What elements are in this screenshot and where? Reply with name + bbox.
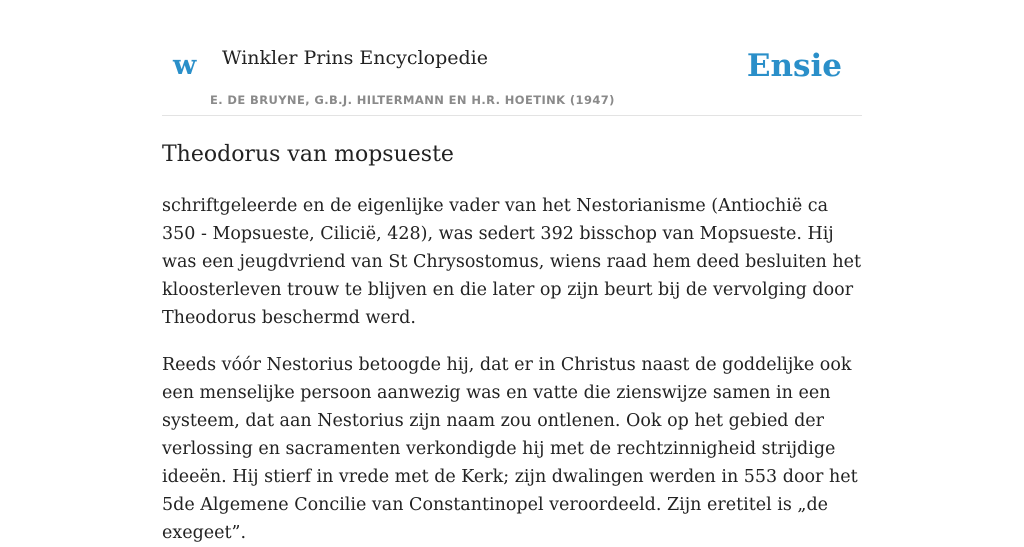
- ensie-logo[interactable]: Ensie: [746, 48, 842, 84]
- source-logo-icon[interactable]: w: [173, 50, 197, 81]
- article-page: [162, 0, 862, 547]
- entry-paragraph: Reeds vóór Nestorius betoogde hij, dat er in Christus naast de goddelijke ook een menselijke persoon aanwezig was en vatte die zienswijze samen in een systeem, dat aan Nestorius zijn naam zou ontlenen. Ook op het gebied der verlossing en sacramenten verkondigde hij met de rechtzinnigheid strijdige ideeën. Hij stierf in vrede met de Kerk; zijn dwalingen werden in 553 door het 5de Algemene Concilie van Constantinopel veroordeeld. Zijn eretitel is „de exegeet”.: [162, 355, 858, 543]
- source-title-link[interactable]: Winkler Prins Encyclopedie: [222, 47, 488, 69]
- source-authors: E. DE BRUYNE, G.B.J. HILTERMANN EN H.R. HOETINK (1947): [210, 93, 615, 107]
- source-header: [162, 0, 862, 116]
- entry-paragraph: schriftgeleerde en de eigenlijke vader van het Nestorianisme (Antiochië ca 350 - Mopsueste, Cilicië, 428), was sedert 392 bisschop van Mopsueste. Hij was een jeugdvriend van St Chrysostomus, wiens raad hem deed besluiten het kloosterleven trouw te blijven en die later op zijn beurt bij de vervolging door Theodorus beschermd werd.: [162, 196, 861, 328]
- entry-title: Theodorus van mopsueste: [162, 142, 454, 167]
